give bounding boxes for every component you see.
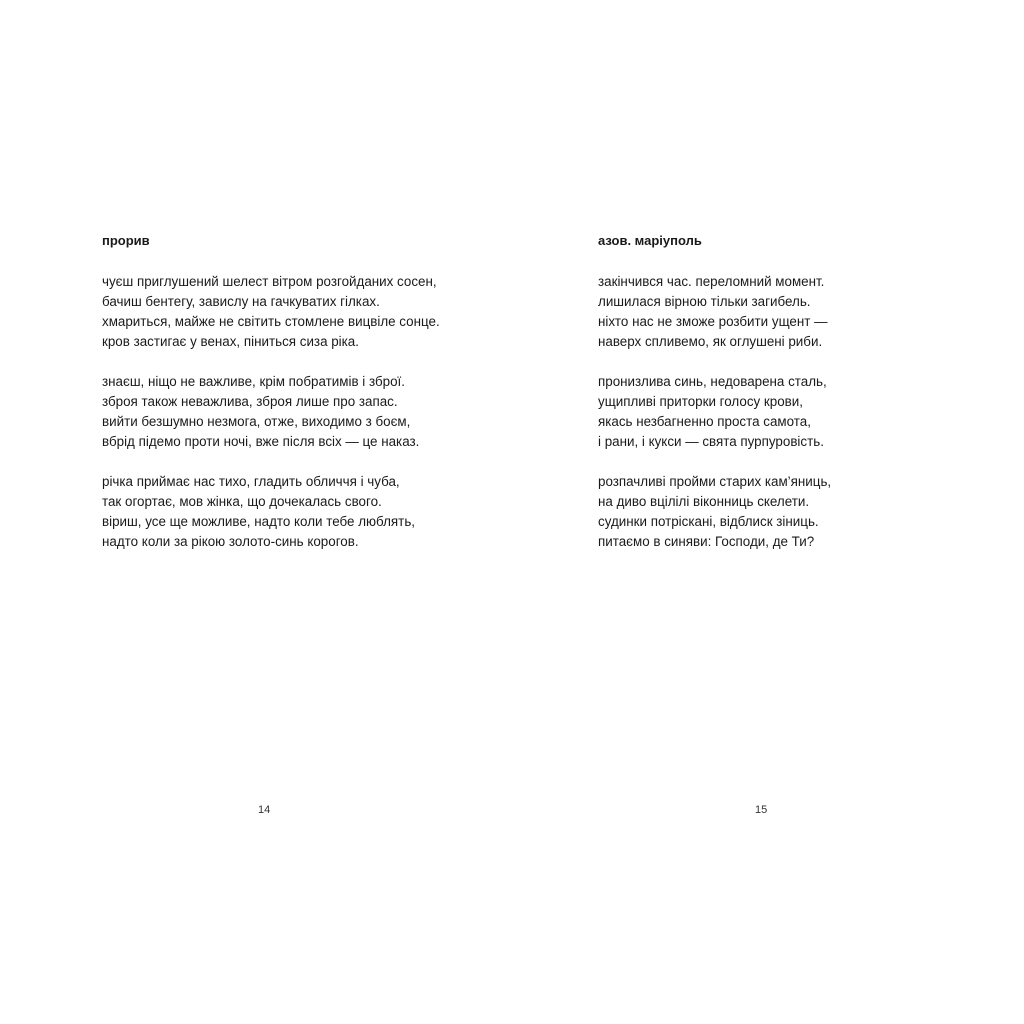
poem-line: знаєш, ніщо не важливе, крім побратимів і зброї. xyxy=(102,374,405,389)
poem-line: на диво вцілілі віконниць скелети. xyxy=(598,494,810,509)
poem-line: наверх спливемо, як оглушені риби. xyxy=(598,334,823,349)
poem-line: пронизлива синь, недоварена сталь, xyxy=(598,374,827,389)
poem-line: хмариться, майже не світить стомлене вицвіле сонце. xyxy=(102,314,440,329)
poem-right xyxy=(598,232,998,572)
poem-line: вбрід підемо проти ночі, вже після всіх — це наказ. xyxy=(102,434,420,449)
poem-line: так огортає, мов жінка, що дочекалась свого. xyxy=(102,494,382,509)
stanza-3 xyxy=(598,472,998,552)
page-number: 14 xyxy=(258,804,271,816)
poem-line: розпачливі пройми старих кам’яниць, xyxy=(598,474,832,489)
poem-line: якась незбагненно проста самота, xyxy=(598,414,811,429)
poem-line: ніхто нас не зможе розбити ущент — xyxy=(598,314,828,329)
stanza-2 xyxy=(598,372,998,452)
poem-line: віриш, усе ще можливе, надто коли тебе люблять, xyxy=(102,514,416,529)
poem-line: зброя також неважлива, зброя лише про запас. xyxy=(102,394,398,409)
poem-line: питаємо в синяви: Господи, де Ти? xyxy=(598,534,815,549)
poem-line: вийти безшумно незмога, отже, виходимо з боєм, xyxy=(102,414,411,429)
poem-line: лишилася вірною тільки загибель. xyxy=(598,294,811,309)
poem-title: прорив xyxy=(102,233,150,248)
poem-line: і рани, і кукси — свята пурпуровість. xyxy=(598,434,824,449)
poem-line: річка приймає нас тихо, гладить обличчя і чуба, xyxy=(102,474,400,489)
stanza-3 xyxy=(102,472,502,552)
poem-line: закінчився час. переломний момент. xyxy=(598,274,825,289)
stanza-2 xyxy=(102,372,502,452)
stanza-1 xyxy=(598,272,998,352)
poem-left xyxy=(102,232,502,572)
poem-line: бачиш бентегу, завислу на гачкуватих гілках. xyxy=(102,294,380,309)
poem-title: азов. маріуполь xyxy=(598,233,702,248)
poem-line: судинки потріскані, відблиск зіниць. xyxy=(598,514,819,529)
poem-line: чуєш приглушений шелест вітром розгойданих сосен, xyxy=(102,274,437,289)
poem-line: кров застигає у венах, піниться сиза ріка. xyxy=(102,334,359,349)
right-page xyxy=(512,0,1024,1024)
poem-line: ущипливі приторки голосу крови, xyxy=(598,394,803,409)
poem-line: надто коли за рікою золото-синь корогов. xyxy=(102,534,359,549)
stanza-1 xyxy=(102,272,502,352)
page-number: 15 xyxy=(755,804,768,816)
